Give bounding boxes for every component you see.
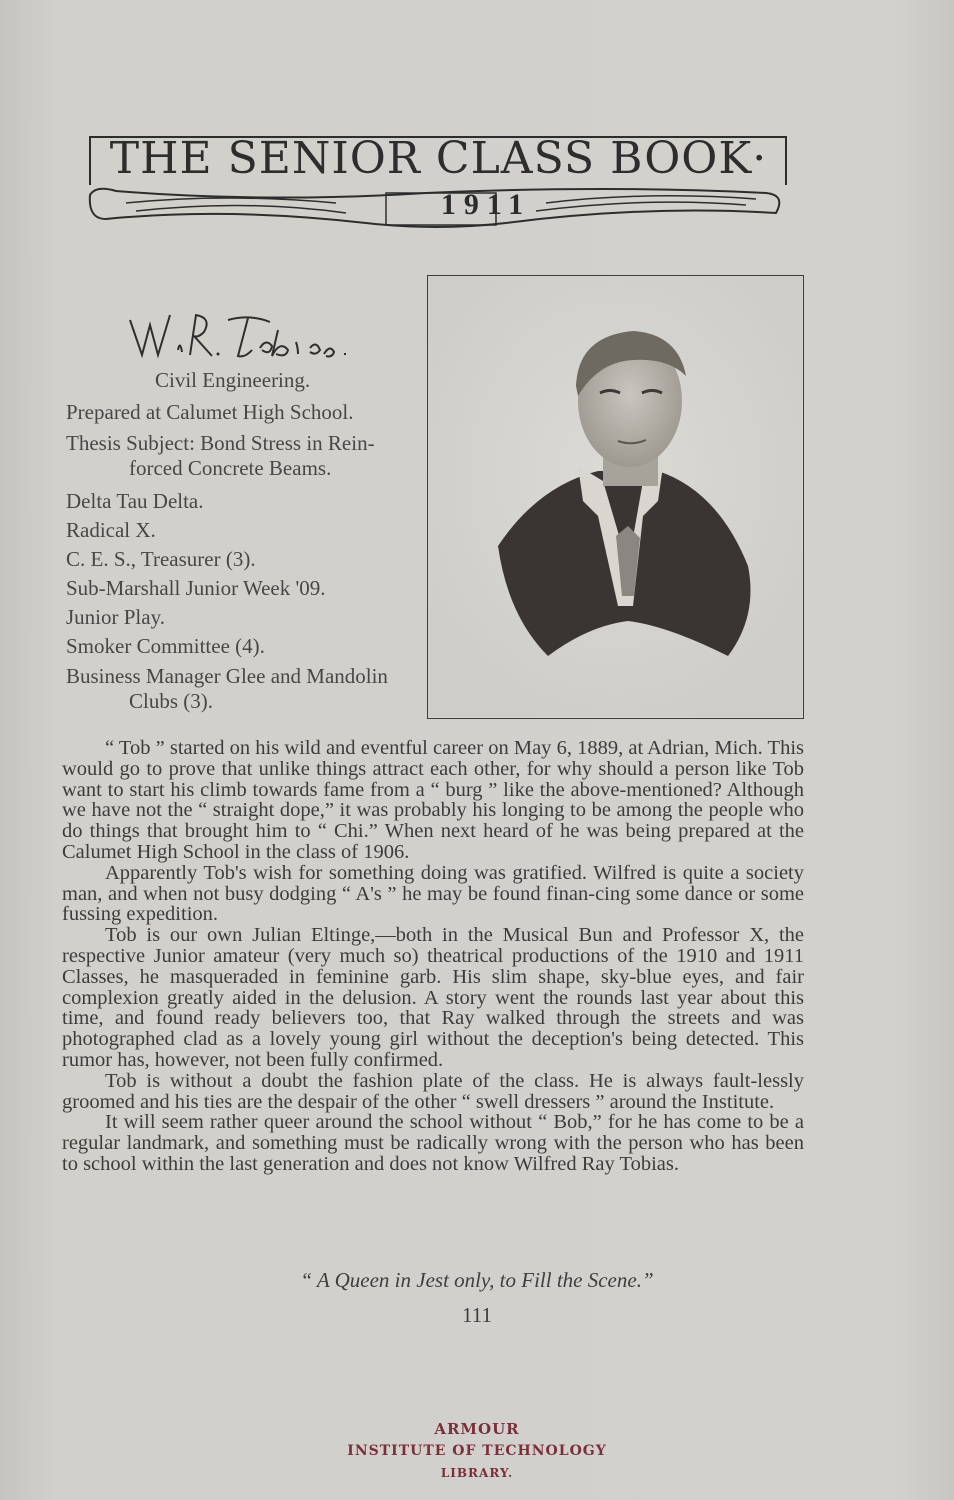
library-stamp-line3: LIBRARY. [440,1466,514,1480]
library-stamp-line2: INSTITUTE OF TECHNOLOGY [347,1443,607,1459]
portrait-photo [427,275,804,719]
signature [120,300,360,370]
library-stamp-line1: ARMOUR [434,1420,520,1438]
biography-paragraph: It will seem rather queer around the school without “ Bob,” for he has come to be a regular landmark, and something must be radically wrong with the person who has been to school within the last generation and does not know Wilfred Ray Tobias. [62,1111,804,1175]
biography-paragraph: “ Tob ” started on his wild and eventful career on May 6, 1889, at Adrian, Mich. This would go to prove that unlike things attract each other, for why should a person like Tob want to start his climb towards fame from a “ burg ” like the above-mentioned? Although we have not the “ straight dope,” it was probably his longing to be among the people who do things that brought him to “ Chi.” When next heard of he was being prepared at the Calumet High School in the class of 1906. [62,737,804,863]
banner-title: THE SENIOR CLASS BOOK· [109,133,768,184]
biography-paragraph: Tob is our own Julian Eltinge,—both in the Musical Bun and Professor X, the respective Junior amateur (very much so) theatrical productions of the 1910 and 1911 Classes, he masqueraded in feminine garb. His slim shape, sky-blue eyes, and fair complexion greatly aided in the delusion. A story went the rounds last year about this time, and found ready believers too, that Ray walked through the streets and was photographed clad as a lovely young girl without the deception's being detected. This rumor has, however, not been fully confirmed. [62,924,804,1071]
credential-smoker: Smoker Committee (4). [66,634,265,658]
credential-thesis: Thesis Subject: Bond Stress in Rein- [66,431,375,455]
credential-prepared: Prepared at Calumet High School. [66,400,354,424]
page-number: 111 [462,1303,492,1327]
credential-ces: C. E. S., Treasurer (3). [66,547,256,571]
portrait-image [428,276,802,717]
quote: “ A Queen in Jest only, to Fill the Scene.” [300,1268,654,1292]
biography-paragraph: Tob is without a doubt the fashion plate of the class. He is always fault-lessly groomed and his ties are the despair of the other “ swell dressers ” around the Institute. [62,1069,804,1113]
credential-marshall: Sub-Marshall Junior Week '09. [66,576,326,600]
credential-thesis-cont: forced Concrete Beams. [129,456,332,480]
credential-fraternity: Delta Tau Delta. [66,489,204,513]
biography [62,738,804,1175]
credential-business-cont: Clubs (3). [129,689,213,713]
banner-year: 1911 [440,188,532,221]
credential-radical: Radical X. [66,518,156,542]
biography-paragraph: Apparently Tob's wish for something doing was gratified. Wilfred is quite a society man, and when not busy dodging “ A's ” he may be found finan-cing some dance or some fussing expedition. [62,861,804,926]
credential-course: Civil Engineering. [155,368,311,392]
signature-image [120,300,360,370]
header-banner [86,133,791,233]
credential-play: Junior Play. [66,605,165,629]
credential-business: Business Manager Glee and Mandolin [66,664,388,688]
